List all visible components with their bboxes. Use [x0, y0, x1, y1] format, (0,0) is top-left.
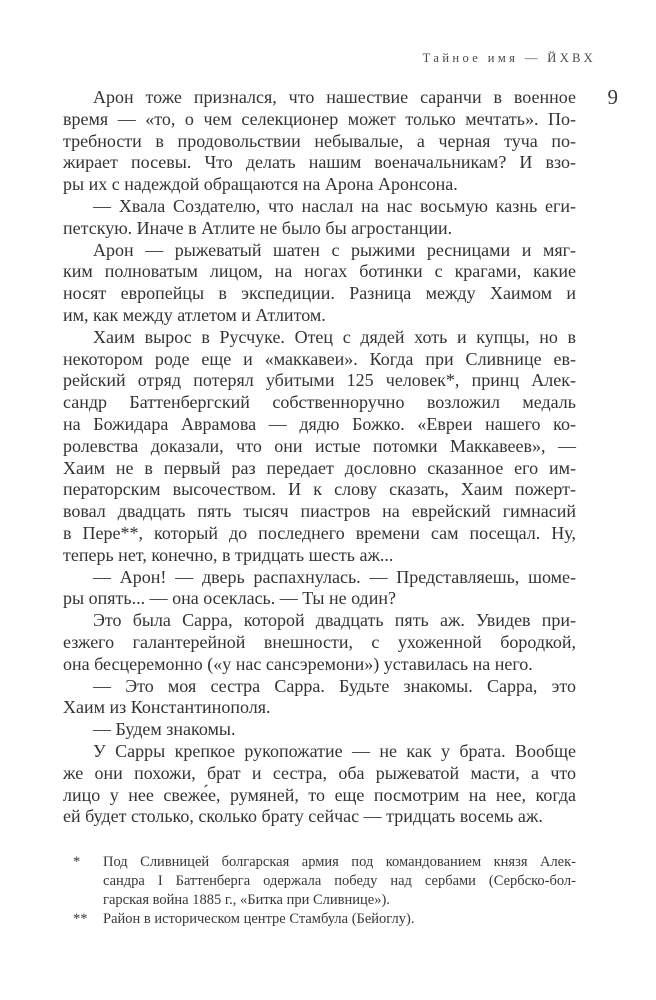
text-line: некотором роде еще и «маккавеи». Когда при Сливнице ев-: [63, 348, 576, 369]
paragraph: [63, 567, 576, 611]
text-line: Хаим не в первый раз передает дословно сказанное его им-: [63, 457, 576, 478]
text-line: ры их с надеждой обращаются на Арона Аронсона.: [63, 174, 458, 195]
text-line: У Сарры крепкое рукопожатие — не как у брата. Вообще: [93, 740, 576, 761]
page-number: 9: [607, 85, 618, 109]
text-line: Арон — рыжеватый шатен с рыжими ресницами и мяг-: [93, 239, 576, 260]
text-line: рейский отряд потерял убитыми 125 человек*, принц Алек-: [63, 370, 576, 391]
text-line: езжего галантерейной внешности, с ухоженной бородкой,: [63, 631, 576, 652]
paragraph: [63, 741, 576, 828]
text-line: — Хвала Создателю, что наслал на нас восьмую казнь еги-: [93, 195, 576, 216]
text-line: в Пере**, который до последнего времени сам посещал. Ну,: [63, 522, 576, 543]
text-line: сандра I Баттенберга одержала победу над сербами (Сербско-бол-: [103, 873, 576, 889]
text-line: Под Сливницей болгарская армия под командованием князя Алек-: [103, 854, 576, 870]
text-line: сандр Баттенбергский собственноручно возложил медаль: [63, 392, 576, 413]
text-line: — Это моя сестра Сарра. Будьте знакомы. Сарра, это: [93, 675, 576, 696]
text-line: она бесцеремонно («у нас сансэремони») уставилась на него.: [63, 653, 533, 674]
text-line: им, как между атлетом и Атлитом.: [63, 304, 326, 325]
footnote-marker: *: [73, 854, 81, 870]
text-line: Хаим из Константинополя.: [63, 697, 271, 718]
paragraph: [63, 719, 576, 741]
text-line: на Божидара Аврамова — дядю Божко. «Евреи нашего ко-: [63, 413, 576, 434]
text-line: гарская война 1885 г., «Битка при Сливнице»).: [103, 892, 390, 908]
footnote-text: [103, 853, 576, 910]
footnote-text: [103, 910, 576, 929]
footnote-marker: **: [73, 911, 88, 927]
text-line: время — «то, о чем селекционер может только мечтать». По-: [63, 108, 576, 129]
body-text: [63, 87, 576, 828]
text-line: же они похожи, брат и сестра, оба рыжеватой масти, а что: [63, 762, 576, 783]
text-line: Район в историческом центре Стамбула (Бейоглу).: [103, 911, 415, 927]
text-line: ператорским высочеством. И к слову сказать, Хаим пожерт-: [63, 479, 576, 500]
footnote: [63, 910, 576, 929]
text-line: — Будем знакомы.: [93, 719, 236, 740]
paragraph: [63, 676, 576, 720]
paragraph: [63, 196, 576, 240]
footnotes: [63, 853, 576, 929]
text-line: ры опять... — она осеклась. — Ты не один?: [63, 588, 396, 609]
text-line: — Арон! — дверь распахнулась. — Представляешь, шоме-: [93, 566, 576, 587]
text-line: ей будет столько, сколько брату сейчас — тридцать восемь аж.: [63, 806, 543, 827]
text-line: Арон тоже признался, что нашествие саранчи в военное: [93, 87, 576, 107]
text-line: ролевства доказали, что они истые потомки Маккавеев», —: [63, 435, 576, 456]
paragraph: [63, 610, 576, 675]
text-line: Это была Сарра, которой двадцать пять аж. Увидев при-: [93, 610, 576, 631]
text-line: ким полноватым лицом, на ногах ботинки с крагами, какие: [63, 261, 576, 282]
running-header: Тайное имя — ЙХВХ: [422, 51, 596, 65]
text-line: вовал двадцать пять тысяч пиастров на еврейский гимнасий: [63, 501, 576, 522]
text-line: Хаим вырос в Русчуке. Отец с дядей хоть и купцы, но в: [93, 326, 576, 347]
footnote: [63, 853, 576, 910]
text-line: теперь нет, конечно, в тридцать шесть аж...: [63, 544, 394, 565]
paragraph: [63, 327, 576, 567]
paragraph: [63, 87, 576, 196]
text-line: петскую. Иначе в Атлите не было бы агростанции.: [63, 217, 453, 238]
text-line: жирает посевы. Что делать нашим военачальникам? И взо-: [63, 152, 576, 173]
text-line: требности в продовольствии небывалые, а черная туча по-: [63, 130, 576, 151]
text-line: носят европейцы в экспедиции. Разница между Хаимом и: [63, 283, 576, 304]
paragraph: [63, 240, 576, 327]
text-line: лицо у нее свеже́е, румяней, то еще посмотрим на нее, когда: [63, 784, 576, 805]
